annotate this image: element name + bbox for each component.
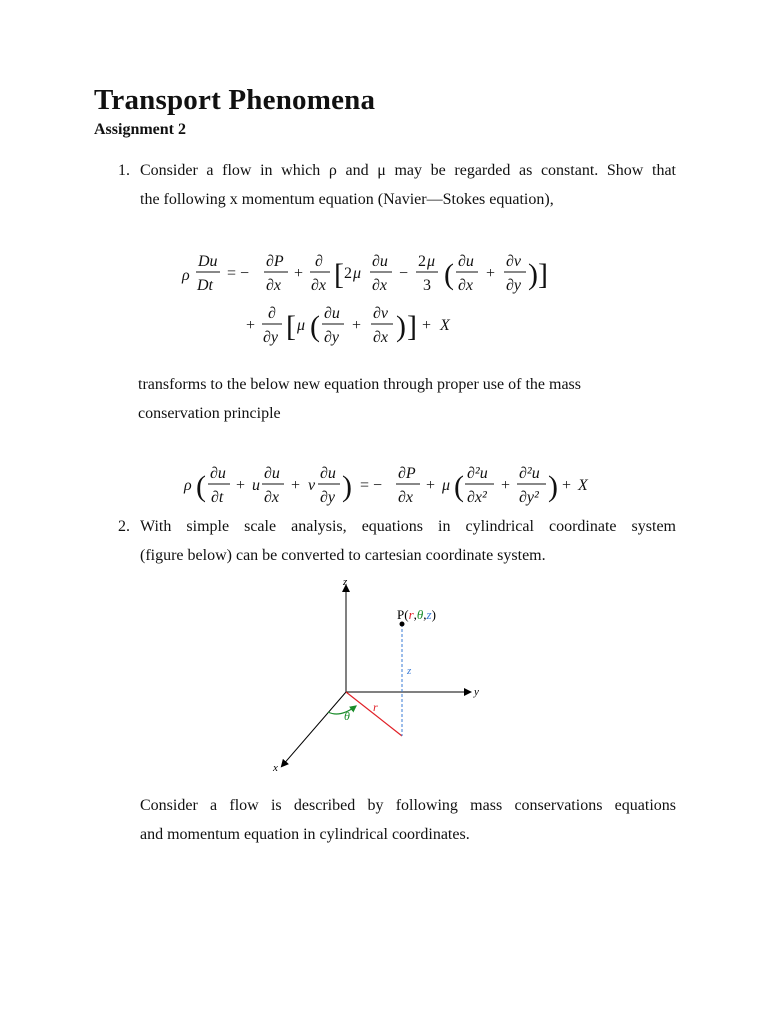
svg-text:μ: μ <box>297 317 306 334</box>
point-p-label: P(r,θ,z) <box>397 607 436 622</box>
svg-text:+: + <box>246 317 256 334</box>
svg-text:[: [ <box>286 310 296 343</box>
svg-text:Du: Du <box>198 253 218 270</box>
svg-text:): ) <box>528 258 538 291</box>
svg-text:]: ] <box>407 310 417 343</box>
svg-text:∂²u: ∂²u <box>519 465 540 482</box>
r-label: r <box>373 700 378 714</box>
document-title: Transport Phenomena <box>94 84 376 116</box>
svg-text:∂u: ∂u <box>372 253 388 270</box>
svg-text:2: 2 <box>344 265 352 282</box>
question-1-after-line-2: conservation principle <box>138 405 281 422</box>
point-p <box>400 622 405 627</box>
svg-text:∂u: ∂u <box>264 465 280 482</box>
svg-text:∂x: ∂x <box>372 277 388 294</box>
svg-text:∂: ∂ <box>268 305 276 322</box>
svg-text:): ) <box>342 470 352 503</box>
svg-text:X: X <box>578 477 588 494</box>
svg-text:∂u: ∂u <box>210 465 226 482</box>
svg-text:∂x: ∂x <box>373 329 389 346</box>
theta-label: θ <box>344 709 350 723</box>
svg-text:μ: μ <box>353 265 362 282</box>
svg-text:+: + <box>562 477 572 494</box>
svg-text:u: u <box>252 477 260 494</box>
svg-text:ρ: ρ <box>184 477 192 494</box>
z-axis-label: z <box>343 576 348 588</box>
svg-text:∂t: ∂t <box>211 489 224 506</box>
svg-text:Dt: Dt <box>197 277 213 294</box>
svg-text:μ: μ <box>442 477 451 494</box>
transformed-momentum-equation <box>180 456 600 514</box>
svg-text:]: ] <box>538 258 548 291</box>
svg-text:∂y: ∂y <box>263 329 279 346</box>
svg-text:): ) <box>396 310 406 343</box>
svg-text:+: + <box>236 477 246 494</box>
svg-text:∂x: ∂x <box>458 277 474 294</box>
svg-text:(: ( <box>310 310 320 343</box>
assignment-subtitle: Assignment 2 <box>94 121 187 138</box>
svg-text:v: v <box>308 477 316 494</box>
question-2-line-2: (figure below) can be converted to cartesian coordinate system. <box>140 547 546 564</box>
svg-text:−: − <box>399 265 409 282</box>
question-2-number: 2. <box>118 518 130 535</box>
svg-text:∂v: ∂v <box>506 253 522 270</box>
svg-text:): ) <box>548 470 558 503</box>
svg-text:+: + <box>291 477 301 494</box>
svg-text:= −: = − <box>360 477 383 494</box>
svg-text:∂x²: ∂x² <box>467 489 487 506</box>
svg-text:[: [ <box>334 258 344 291</box>
svg-text:(: ( <box>196 470 206 503</box>
r-segment <box>346 692 402 736</box>
svg-text:∂: ∂ <box>315 253 323 270</box>
question-2-after-line-1: Consider a flow is described by following mass conservations equations <box>140 797 676 814</box>
svg-text:+: + <box>352 317 362 334</box>
navier-stokes-equation <box>176 240 566 352</box>
svg-text:= −: = − <box>227 265 250 282</box>
x-axis <box>282 692 346 766</box>
svg-text:∂y: ∂y <box>320 489 336 506</box>
svg-text:+: + <box>486 265 496 282</box>
svg-text:∂P: ∂P <box>266 253 284 270</box>
svg-text:ρ: ρ <box>182 267 190 284</box>
svg-text:∂x: ∂x <box>311 277 327 294</box>
svg-text:(: ( <box>444 258 454 291</box>
svg-text:∂P: ∂P <box>398 465 416 482</box>
question-1-after-line-1: transforms to the below new equation through proper use of the mass <box>138 376 582 393</box>
question-1-line-1: Consider a flow in which ρ and μ may be regarded as constant. Show that <box>140 162 676 179</box>
question-2-after-line-2: and momentum equation in cylindrical coordinates. <box>140 826 470 843</box>
question-1-line-2: the following x momentum equation (Navier—Stokes equation), <box>140 191 554 208</box>
svg-text:∂x: ∂x <box>266 277 282 294</box>
y-axis-label: y <box>474 686 479 698</box>
x-axis-label: x <box>273 762 278 774</box>
svg-text:∂y²: ∂y² <box>519 489 539 506</box>
svg-text:(: ( <box>454 470 464 503</box>
svg-text:∂u: ∂u <box>320 465 336 482</box>
svg-text:+: + <box>422 317 432 334</box>
question-1-number: 1. <box>118 162 130 179</box>
svg-text:∂x: ∂x <box>398 489 414 506</box>
svg-text:∂²u: ∂²u <box>467 465 488 482</box>
question-2-line-1: With simple scale analysis, equations in cylindrical coordinate system <box>140 518 676 535</box>
svg-text:∂u: ∂u <box>458 253 474 270</box>
cylindrical-coordinate-figure <box>266 574 486 774</box>
svg-text:∂x: ∂x <box>264 489 280 506</box>
svg-text:μ: μ <box>427 253 436 270</box>
svg-text:∂y: ∂y <box>506 277 522 294</box>
svg-text:X: X <box>440 317 450 334</box>
svg-text:∂y: ∂y <box>324 329 340 346</box>
svg-text:3: 3 <box>423 277 431 294</box>
z-height-label: z <box>407 665 412 677</box>
svg-text:∂v: ∂v <box>373 305 389 322</box>
svg-text:2: 2 <box>418 253 426 270</box>
svg-text:+: + <box>501 477 511 494</box>
svg-text:+: + <box>294 265 304 282</box>
svg-text:∂u: ∂u <box>324 305 340 322</box>
svg-text:+: + <box>426 477 436 494</box>
